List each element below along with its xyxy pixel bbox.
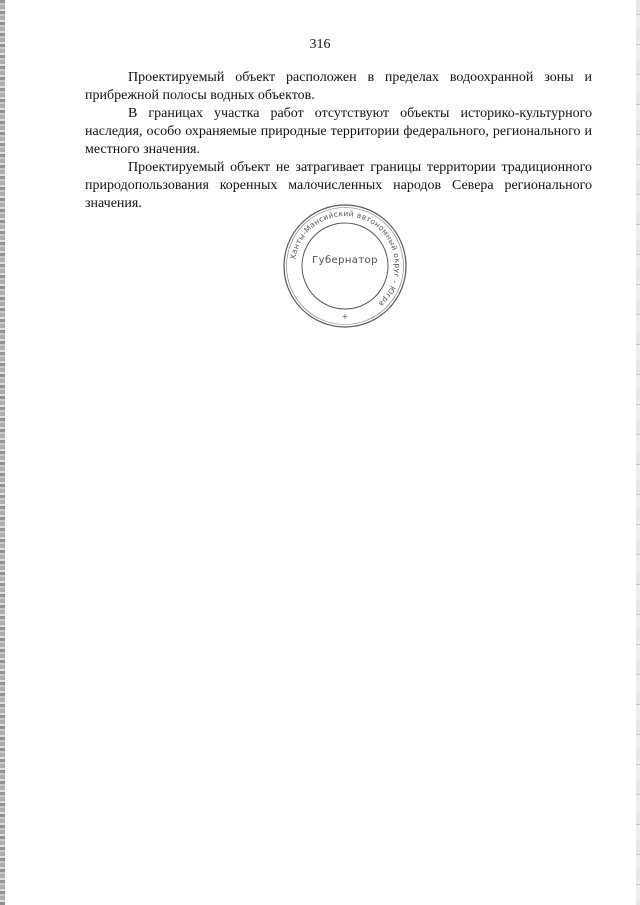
- page-number: 316: [309, 37, 331, 52]
- scan-right-edge: [636, 0, 640, 905]
- svg-text:+: +: [341, 312, 349, 321]
- seal-graphic: [282, 203, 408, 329]
- seal-center-text: Губернатор: [312, 255, 378, 266]
- seal-ring-text: Ханты-Мансийский автономный округ - Югра: [288, 208, 403, 309]
- paragraph-indigenous-territory: Проектируемый объект не затрагивает границы территории традиционного природопользования коренных малочисленных народов Севера регионального значения.: [85, 160, 592, 211]
- paragraph-water-zone: Проектируемый объект расположен в пределах водоохранной зоны и прибрежной полосы водных объектов.: [85, 70, 592, 103]
- governor-seal: [282, 203, 408, 329]
- document-body: [85, 69, 592, 213]
- paragraph-heritage: В границах участка работ отсутствуют объекты историко-культурного наследия, особо охраняемые природные территории федерального, регионального и местного значения.: [85, 106, 592, 157]
- scan-left-edge: [0, 0, 5, 905]
